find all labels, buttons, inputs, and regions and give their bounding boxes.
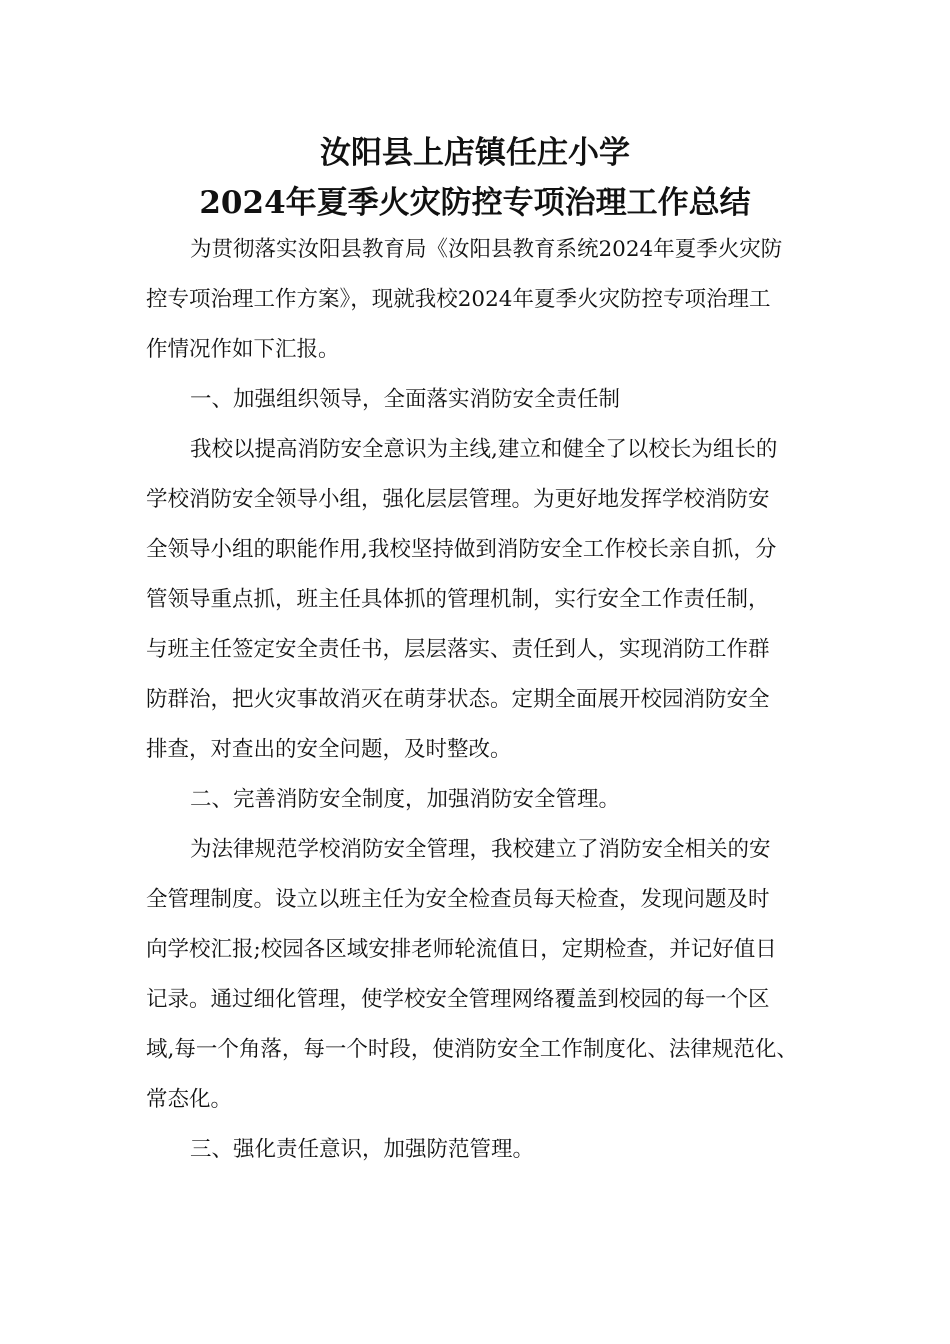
paragraph-line: 常态化。 [146,1087,233,1112]
section-heading-1: 一、加强组织领导，全面落实消防安全责任制 [190,387,621,412]
paragraph-line: 防群治，把火灾事故消灭在萌芽状态。定期全面展开校园消防安全 [146,687,770,712]
paragraph-line: 记录。通过细化管理，使学校安全管理网络覆盖到校园的每一个区 [146,987,770,1012]
paragraph-line: 全领导小组的职能作用,我校坚持做到消防安全工作校长亲自抓，分 [146,537,777,562]
document-title-line-2: 2024年夏季火灾防控专项治理工作总结 [199,185,751,221]
paragraph-line: 作情况作如下汇报。 [146,337,340,362]
section-heading-3: 三、强化责任意识，加强防范管理。 [190,1137,535,1162]
paragraph-line: 与班主任签定安全责任书，层层落实、责任到人，实现消防工作群 [146,637,770,662]
paragraph-line: 管领导重点抓，班主任具体抓的管理机制，实行安全工作责任制， [146,587,770,612]
document-title-line-1: 汝阳县上店镇任庄小学 [320,135,630,171]
paragraph-line: 向学校汇报;校园各区域安排老师轮流值日，定期检查，并记好值日 [146,937,777,962]
paragraph-line: 域,每一个角落，每一个时段，使消防安全工作制度化、法律规范化、 [146,1037,798,1062]
paragraph-line: 学校消防安全领导小组，强化层层管理。为更好地发挥学校消防安 [146,487,770,512]
paragraph-line: 为贯彻落实汝阳县教育局《汝阳县教育系统2024年夏季火灾防 [190,237,783,262]
paragraph-line: 全管理制度。设立以班主任为安全检查员每天检查，发现问题及时 [146,887,770,912]
section-heading-2: 二、完善消防安全制度，加强消防安全管理。 [190,787,621,812]
paragraph-line: 我校以提高消防安全意识为主线,建立和健全了以校长为组长的 [190,437,778,462]
paragraph-line: 排查，对查出的安全问题，及时整改。 [146,737,512,762]
paragraph-line: 控专项治理工作方案》，现就我校2024年夏季火灾防控专项治理工 [146,287,771,312]
paragraph-line: 为法律规范学校消防安全管理，我校建立了消防安全相关的安 [190,837,771,862]
